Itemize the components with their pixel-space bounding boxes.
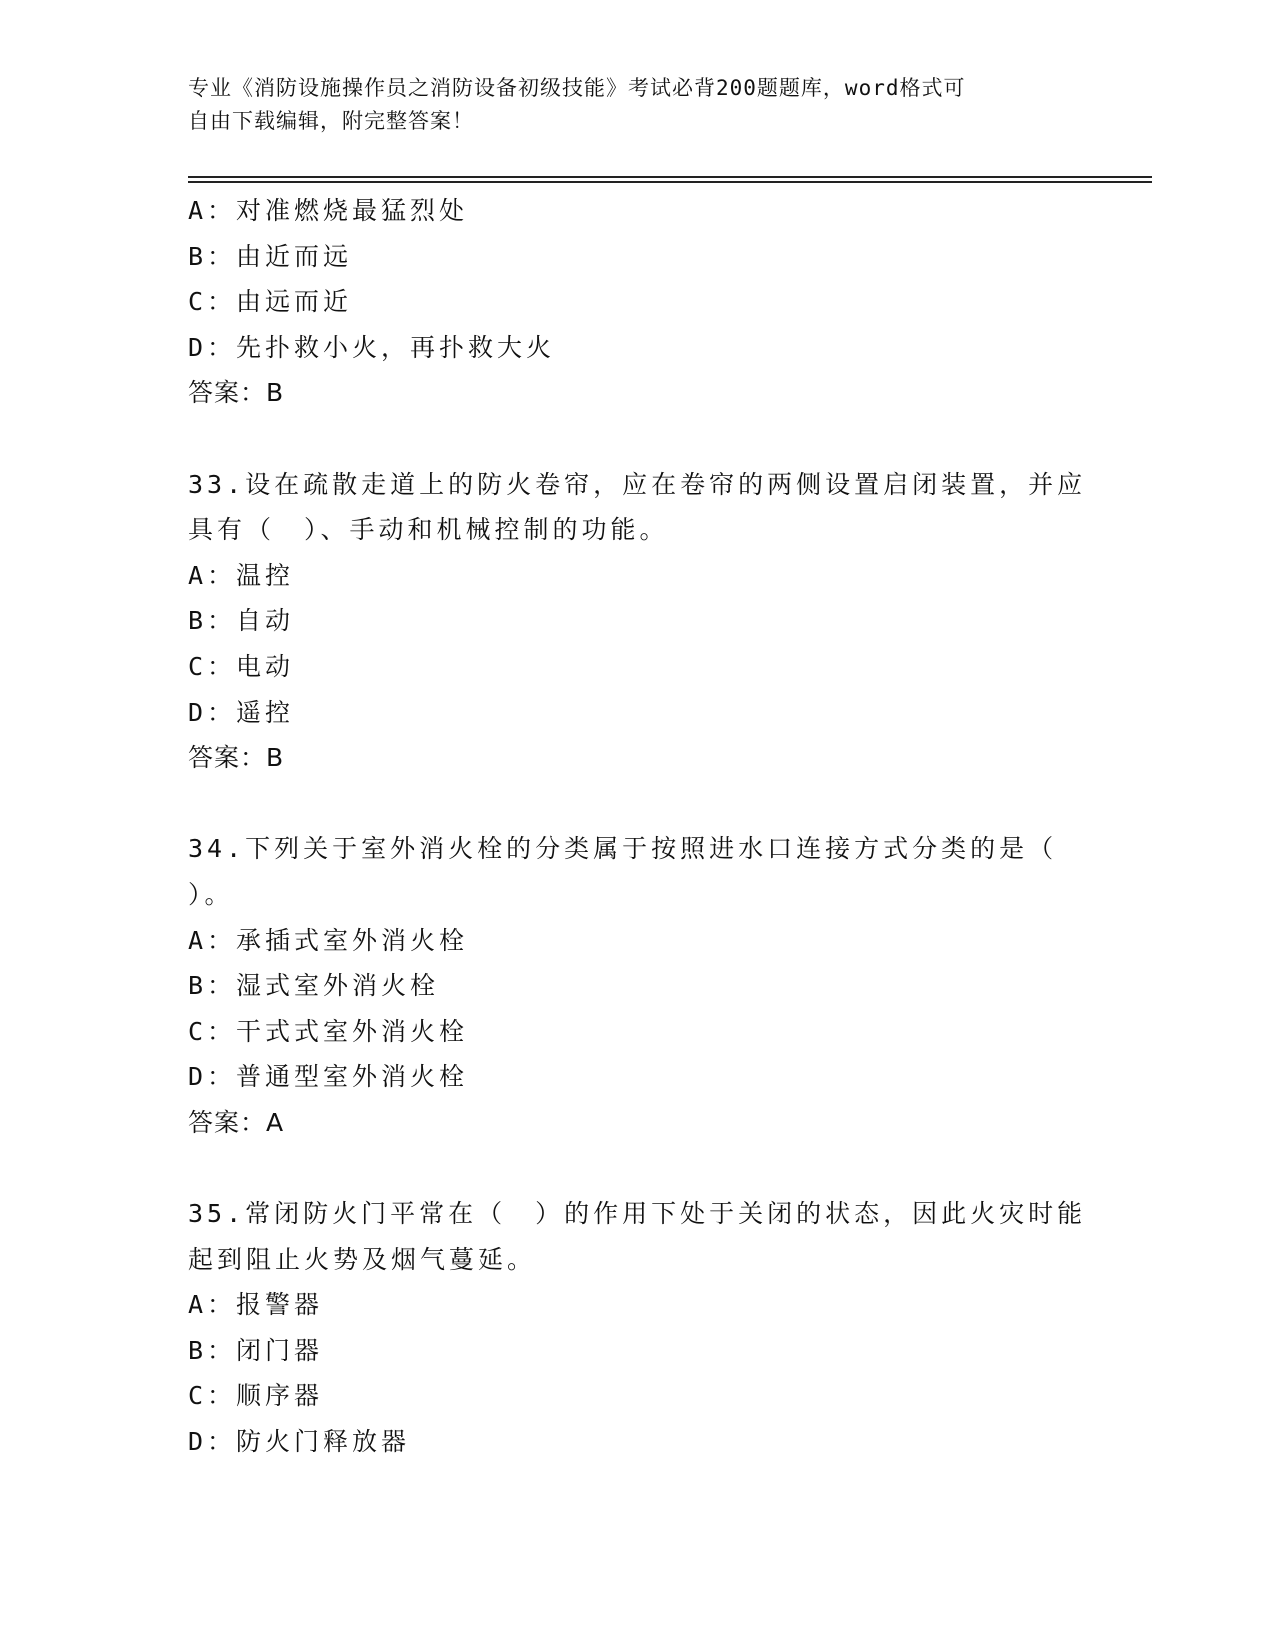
question-text-line: 起到阻止火势及烟气蔓延。 [188,1244,537,1274]
question-text-line: 33.设在疏散走道上的防火卷帘，应在卷帘的两侧设置启闭装置，并应 [188,469,1087,499]
option-b: B：闭门器 [188,1335,324,1365]
option-b: B：由近而远 [188,241,353,271]
option-d: D：普通型室外消火栓 [188,1062,469,1092]
option-b: B：自动 [188,606,295,636]
answer-line: 答案：B [188,378,285,408]
option-a: A：温控 [188,560,295,590]
question-block-35 [188,1191,1088,1465]
option-c: C：干式式室外消火栓 [188,1016,469,1046]
header-line-1: 专业《消防设施操作员之消防设备初级技能》考试必背200题题库，word格式可 [188,76,966,100]
option-a: A：报警器 [188,1290,324,1320]
option-b: B：湿式室外消火栓 [188,971,440,1001]
header-divider-top [188,176,1152,178]
option-d: D：遥控 [188,697,295,727]
question-text-line: ）。 [188,879,234,909]
header-divider-bottom [188,181,1152,183]
option-c: C：电动 [188,651,295,681]
option-d: D：先扑救小火，再扑救大火 [188,332,556,362]
option-d: D：防火门释放器 [188,1427,411,1457]
question-block-34 [188,826,1088,1145]
question-text-line: 34.下列关于室外消火栓的分类属于按照进水口连接方式分类的是（ [188,834,1058,864]
option-a: A：对准燃烧最猛烈处 [188,196,469,225]
spacer [188,416,1088,462]
answer-line: 答案：A [188,1107,285,1137]
option-a: A：承插式室外消火栓 [188,925,469,955]
question-block-32 [188,188,1088,416]
option-c: C：顺序器 [188,1381,324,1411]
question-list [188,188,1088,1465]
spacer [188,1145,1088,1191]
question-text-line: 具有（ ）、手动和机械控制的功能。 [188,515,669,545]
answer-line: 答案：B [188,743,285,773]
header-line-2: 自由下载编辑，附完整答案！ [188,109,474,133]
option-c: C：由远而近 [188,287,353,317]
document-header [188,72,1088,138]
spacer [188,781,1088,827]
question-block-33 [188,462,1088,781]
question-text-line: 35.常闭防火门平常在（ ）的作用下处于关闭的状态，因此火灾时能 [188,1199,1087,1229]
